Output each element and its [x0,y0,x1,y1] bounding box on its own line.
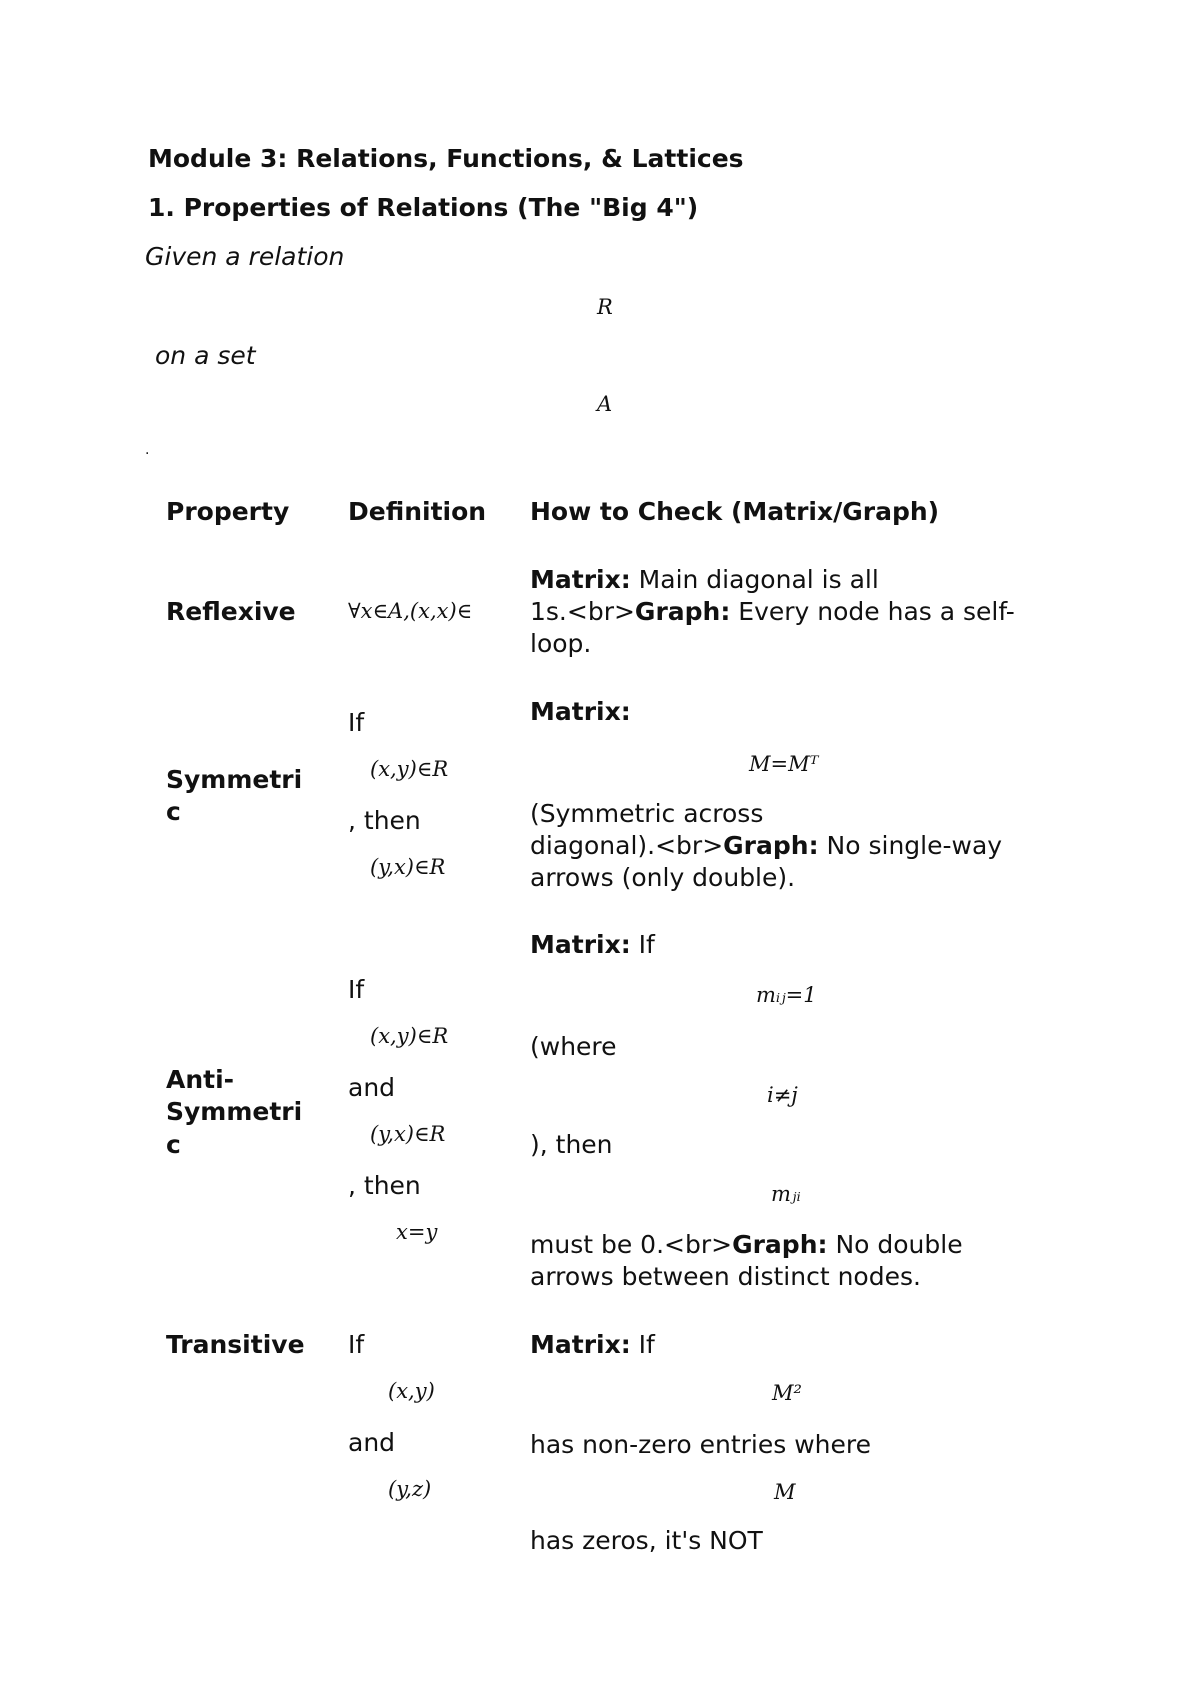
check-symmetric-line3: arrows (only double). [530,863,796,892]
check-transitive-math1: M² [772,1381,802,1405]
check-reflexive-line2: 1s.<br>Graph: Every node has a self- [530,597,1015,626]
check-transitive-text2: has zeros, it's NOT [530,1526,763,1555]
def-reflexive-math: ∀x∈A,(x,x)∈ [348,599,473,623]
intro-period: . [145,442,150,458]
def-symmetric-if: If [348,708,365,737]
property-reflexive: Reflexive [166,597,296,626]
check-antisymmetric-then: ), then [530,1130,613,1159]
def-symmetric-then: , then [348,806,421,835]
def-antisymmetric-and: and [348,1073,396,1102]
intro-on-set: on a set [155,341,256,370]
check-antisymmetric-line3: arrows between distinct nodes. [530,1262,921,1291]
def-symmetric-math2: (y,x)∈R [370,855,446,879]
check-antisymmetric-where: (where [530,1032,617,1061]
check-transitive-text1: has non-zero entries where [530,1430,872,1459]
check-antisymmetric-math2: i≠j [767,1083,798,1107]
check-transitive-math2: M [774,1480,796,1504]
def-antisymmetric-if: If [348,975,365,1004]
def-transitive-if: If [348,1330,365,1359]
math-a: A [597,392,613,416]
check-antisymmetric-line1: Matrix: If [530,930,655,959]
section-heading: 1. Properties of Relations (The "Big 4") [148,193,699,222]
check-symmetric-line2: diagonal).<br>Graph: No single-way [530,831,1003,860]
property-symmetric-line2: c [166,797,181,826]
check-reflexive-line3: loop. [530,629,592,658]
header-property: Property [166,497,290,526]
property-antisymmetric-line2: Symmetri [166,1097,303,1126]
check-reflexive-line1: Matrix: Main diagonal is all [530,565,879,594]
check-symmetric-line1: (Symmetric across [530,799,764,828]
math-r: R [597,295,613,319]
header-how-to-check: How to Check (Matrix/Graph) [530,497,940,526]
def-transitive-math1: (x,y) [388,1379,435,1403]
property-symmetric-line1: Symmetri [166,765,303,794]
def-transitive-and: and [348,1428,396,1457]
intro-text: Given a relation [145,242,345,271]
check-symmetric-matrix-label: Matrix: [530,697,631,726]
property-antisymmetric-line1: Anti- [166,1065,235,1094]
def-antisymmetric-math1: (x,y)∈R [370,1024,449,1048]
property-antisymmetric-line3: c [166,1130,181,1159]
def-antisymmetric-math3: x=y [396,1220,438,1244]
def-transitive-math2: (y,z) [388,1477,432,1501]
def-antisymmetric-math2: (y,x)∈R [370,1122,446,1146]
check-symmetric-math: M=Mᵀ [749,752,819,776]
check-antisymmetric-line2: must be 0.<br>Graph: No double [530,1230,963,1259]
def-antisymmetric-then: , then [348,1171,421,1200]
page-title: Module 3: Relations, Functions, & Lattices [148,144,744,173]
check-antisymmetric-math1: mᵢⱼ=1 [756,983,817,1007]
check-transitive-line1: Matrix: If [530,1330,655,1359]
check-antisymmetric-math3: mⱼᵢ [771,1182,801,1206]
header-definition: Definition [348,497,487,526]
property-transitive: Transitive [166,1330,305,1359]
def-symmetric-math1: (x,y)∈R [370,757,449,781]
